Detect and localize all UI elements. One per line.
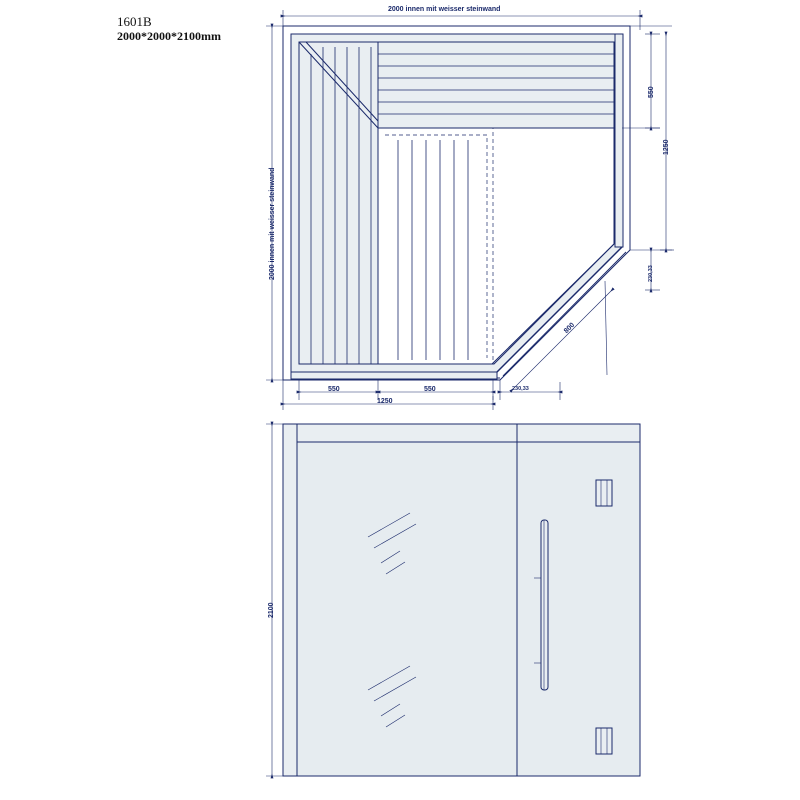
model-dimensions: 2000*2000*2100mm [117, 29, 221, 43]
dim-bottom-left-segment: 550 [328, 386, 340, 393]
dim-bottom-total: 1250 [377, 398, 393, 405]
dim-right-upper: 550 [648, 86, 655, 98]
model-code: 1601B [117, 14, 152, 29]
dim-front-height: 2100 [268, 602, 275, 618]
dim-diagonal-mid: 800 [563, 321, 577, 335]
dim-right-diagonal: 230,33 [648, 265, 654, 282]
dim-bottom-diagonal: 230,33 [512, 386, 529, 392]
dim-right-total: 1250 [663, 139, 670, 155]
dim-left-height: 2000 innen mit weisser steinwand [269, 167, 276, 280]
dim-top-width: 2000 innen mit weisser steinwand [388, 6, 501, 13]
dim-bottom-right-segment: 550 [424, 386, 436, 393]
